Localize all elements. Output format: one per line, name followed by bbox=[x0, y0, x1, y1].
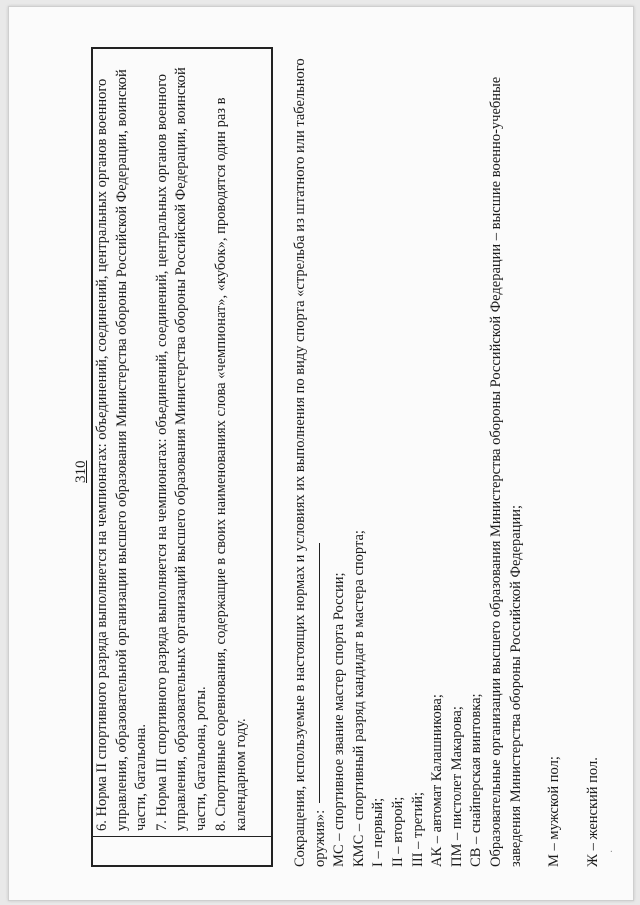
document-page bbox=[8, 6, 634, 901]
scan-mark: · bbox=[607, 849, 618, 853]
gender-abbreviation-female: Ж – женский пол. bbox=[584, 757, 601, 867]
table-note-7: 7. Норма III спортивного разряда выполняется на чемпионатах: объединений, соединений, центральных органов военного управления, образовательных организаций высшего образования Министерства обороны Российской Федерации, воинской части, батальона, роты. bbox=[153, 67, 209, 831]
page-number: 310 bbox=[73, 460, 89, 483]
abbreviation-item: МС – спортивное звание мастер спорта России; bbox=[331, 572, 348, 867]
norms-notes-table bbox=[91, 47, 273, 867]
gender-abbreviation-male: М – мужской пол; bbox=[546, 756, 563, 867]
spacer bbox=[565, 47, 584, 867]
abbreviations-section bbox=[291, 47, 603, 867]
abbreviation-item: АК – автомат Калашникова; bbox=[429, 694, 446, 867]
rotated-content bbox=[29, 17, 629, 897]
abbreviations-intro: Сокращения, используемые в настоящих нормах и условиях их выполнения по виду спорта «стрельба из штатного или табельного оружия»: bbox=[292, 58, 328, 867]
table-notes-cell bbox=[93, 55, 251, 831]
table-note-6: 6. Норма II спортивного разряда выполняется на чемпионатах: объединений, соединений, центральных органов военного управления, образовательной организации высшего образования Министерства обороны Российской Федерации, воинской части, батальона. bbox=[94, 69, 149, 831]
abbreviation-item: III – третий; bbox=[409, 791, 426, 867]
abbreviation-item: СВ – снайперская винтовка; bbox=[468, 693, 485, 867]
abbreviation-item: КМС – спортивный разряд кандидат в мастера спорта; bbox=[350, 530, 367, 867]
abbreviation-item: I – первый; bbox=[370, 797, 387, 867]
abbreviation-item: II – второй; bbox=[389, 796, 406, 867]
spacer bbox=[526, 47, 545, 867]
abbreviation-item: Образовательные организации высшего образования Министерства обороны Российской Федерации – высшие военно-учебные заведения Министерства обороны Российской Федерации; bbox=[487, 76, 524, 867]
table-left-column bbox=[93, 836, 271, 865]
table-note-8: 8. Спортивные соревнования, содержащие в своих наименованиях слова «чемпионат», «кубок», проводятся один раз в календарном году. bbox=[213, 97, 249, 831]
abbreviation-item: ПМ – пистолет Макарова; bbox=[448, 706, 465, 867]
